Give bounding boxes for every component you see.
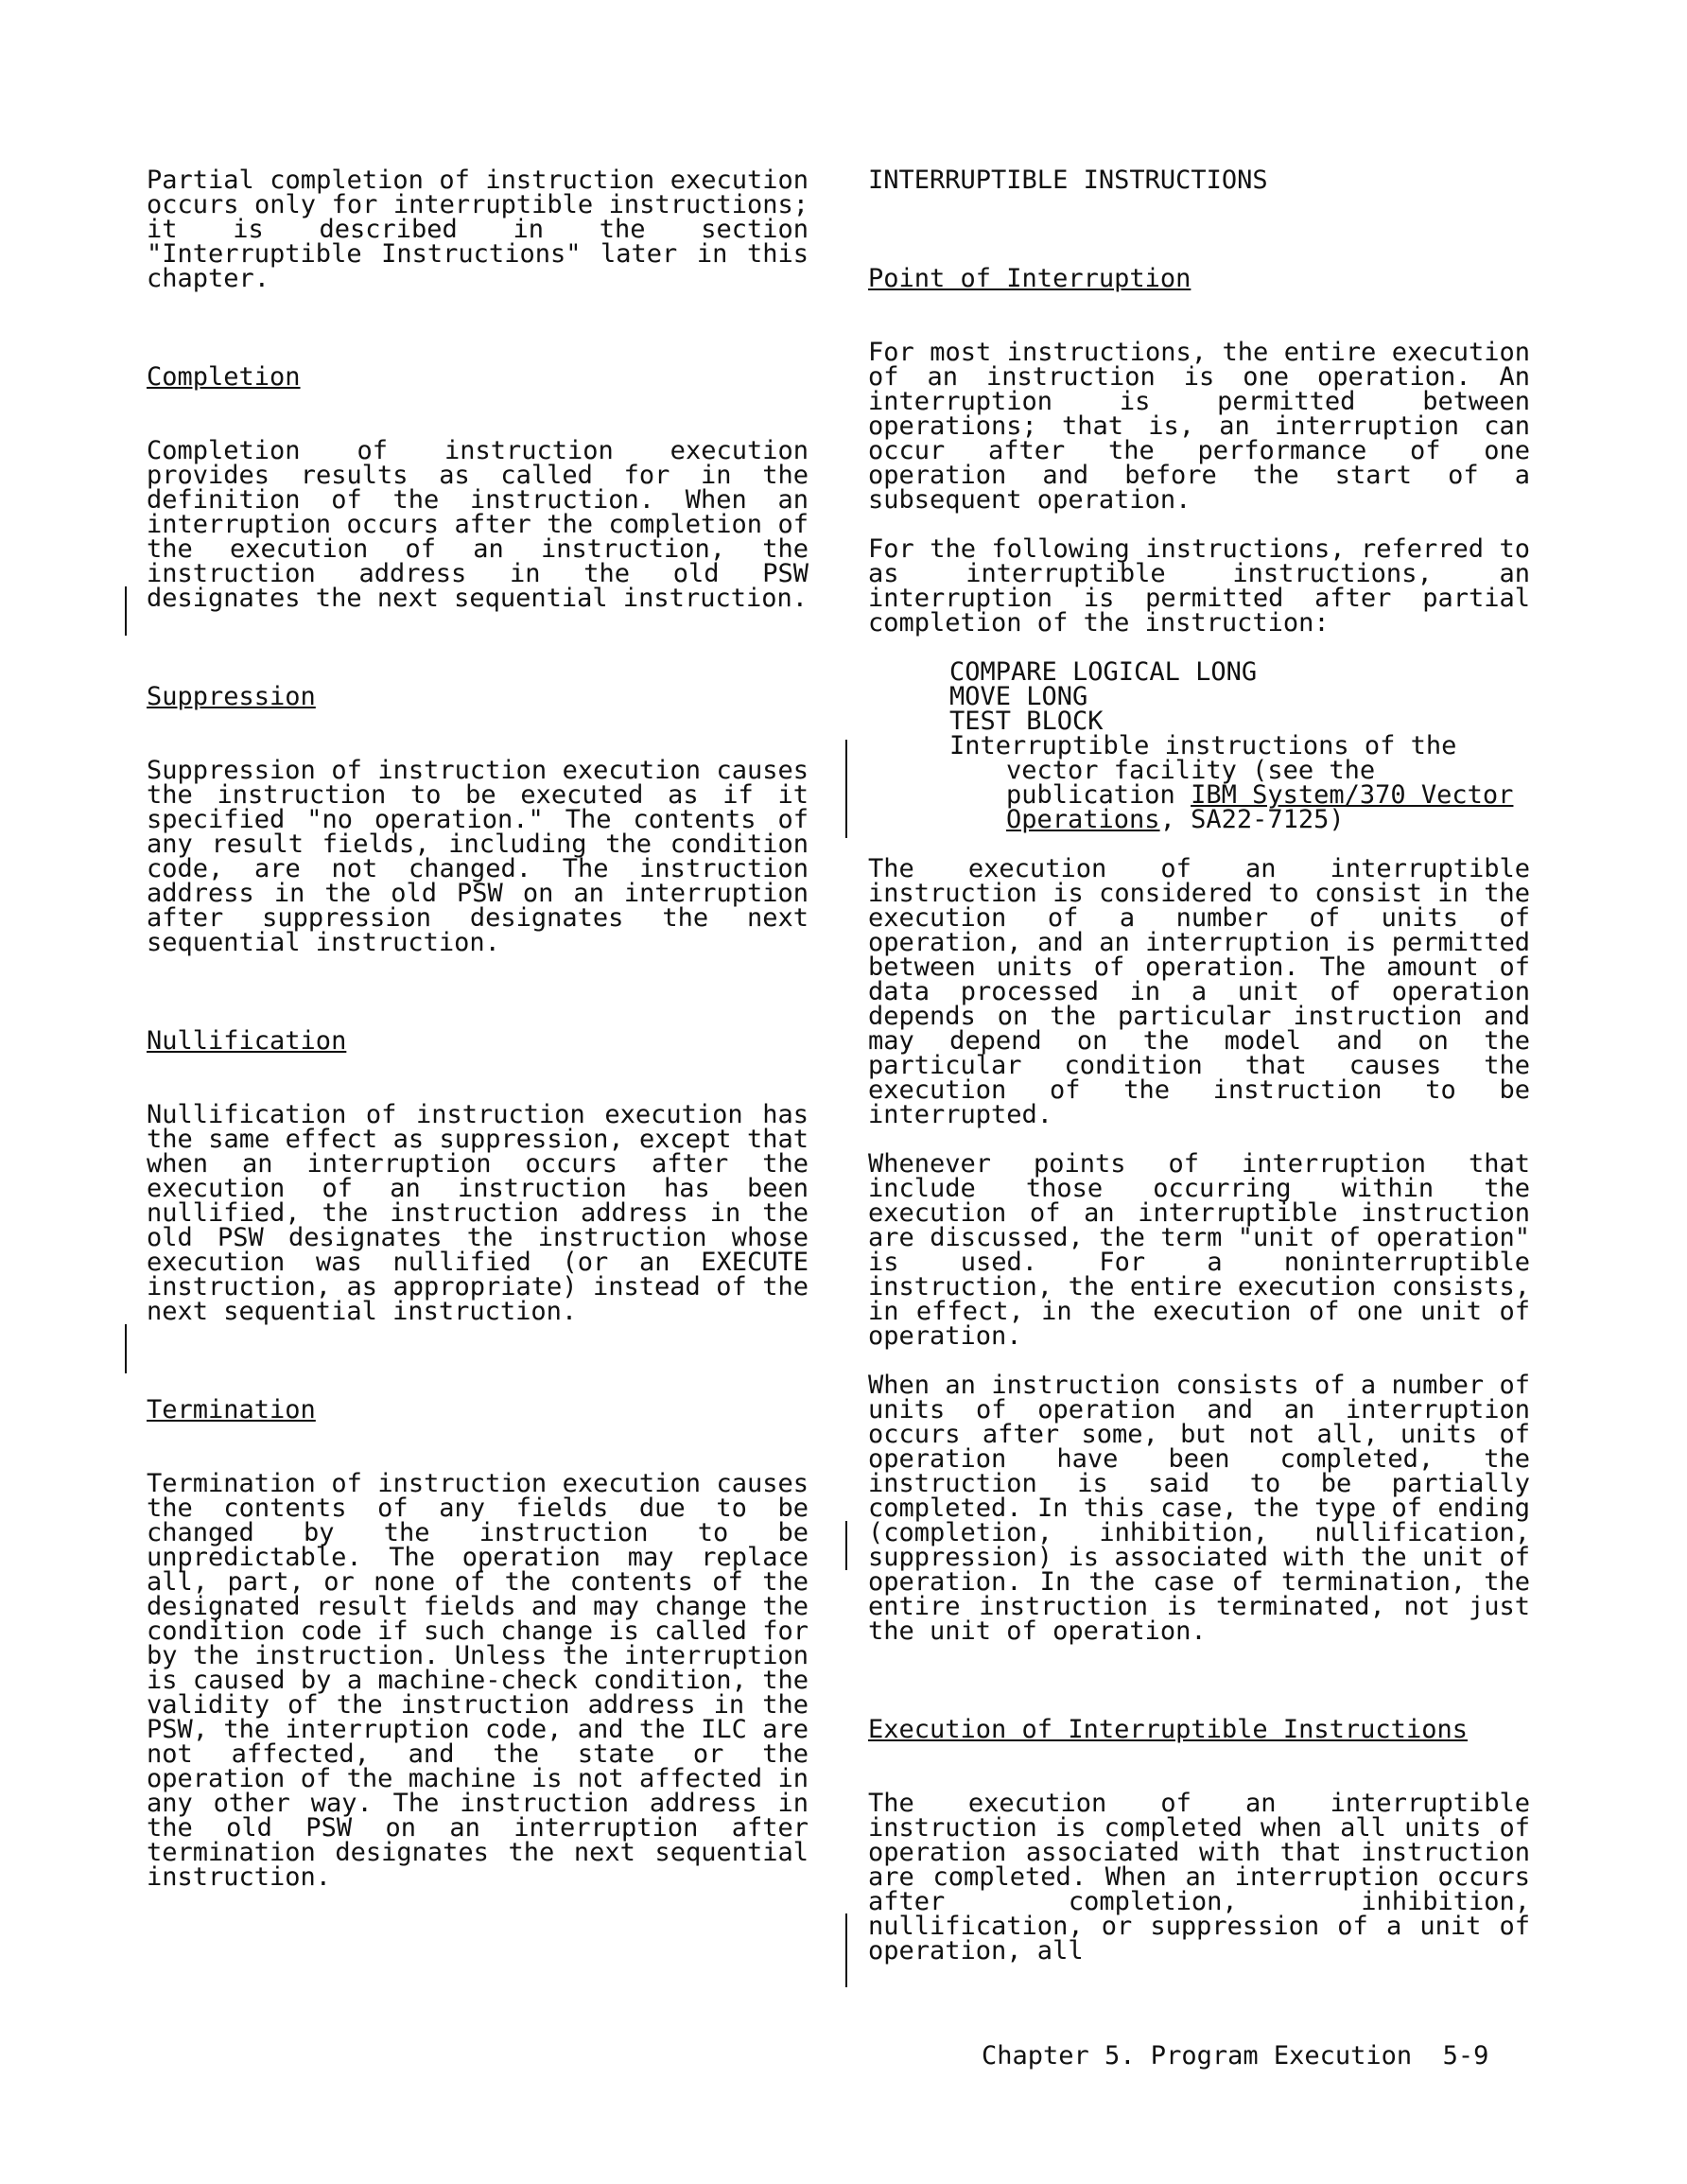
change-bar [125,1324,127,1373]
point-paragraph-2: For the following instructions, referred to as interruptible instructions, an interruption is permitted after partial completion of the instruction: [868,534,1530,638]
list-item [949,731,1530,834]
section-title: INTERRUPTIBLE INSTRUCTIONS [868,166,1268,195]
execution-heading: Execution of Interruptible Instructions [868,1715,1468,1744]
page-footer [982,2041,1489,2070]
page-number: 5-9 [1442,2041,1489,2070]
point-paragraph-1: For most instructions, the entire execution of an instruction is one operation. An interruption is permitted between operations; that is, an interruption can occur after the performance of one operation and before the start of a subsequent operation. [868,338,1530,515]
interruptible-instruction-list [949,657,1530,834]
list-item: MOVE LONG [949,682,1088,711]
termination-heading: Termination [147,1395,316,1424]
point-paragraph-3: The execution of an interruptible instruction is considered to consist in the execution of a number of units of operation, and an interruption is permitted between units of operation. The amount of data processed in a unit of operation depends on the particular instruction and may depend on the model and on the particular condition that causes the execution of the instruction to be interrupted. [868,854,1530,1129]
publication-number: , SA22-7125) [1159,805,1345,834]
point-of-interruption-heading: Point of Interruption [868,264,1191,293]
list-item: COMPARE LOGICAL LONG [949,657,1258,687]
point-paragraph-5: When an instruction consists of a number of units of operation and an interruption occurs after some, but not all, units of operation have been completed, the instruction is said to be partially completed. In this case, the type of ending (completion, inhibition, nullification, suppression) is associated with the unit of operation. In the case of termination, the entire instruction is terminated, not just the unit of operation. [868,1371,1530,1646]
intro-paragraph: Partial completion of instruction execution occurs only for interruptible instructions; it is described in the section "Interruptible Instructions" later in this chapter. [147,166,809,293]
left-column [147,168,809,1890]
nullification-heading: Nullification [147,1026,347,1056]
footer-chapter: Chapter 5. Program Execution [982,2041,1413,2070]
right-column [868,168,1530,1964]
execution-paragraph-1: The execution of an interruptible instruction is completed when all units of operation associated with that instruction are completed. When an interruption occurs after completion, inhibition, nullification, or suppression of a unit of operation, all [868,1789,1530,1966]
suppression-paragraph: Suppression of instruction execution causes the instruction to be executed as if it specified "no operation." The contents of any result fields, including the condition code, are not changed. The instruction address in the old PSW on an interruption after suppression designates the next sequential instruction. [147,756,809,957]
list-item: TEST BLOCK [949,707,1104,736]
change-bar [125,586,127,636]
change-bar [845,1913,847,1987]
completion-heading: Completion [147,362,301,392]
vector-item-text: Interruptible instructions of the vector facility (see the publication [949,731,1457,810]
publication-title: IBM System/370 Vector Operations [1006,780,1514,834]
change-bar [845,740,847,838]
point-paragraph-4: Whenever points of interruption that include those occurring within the execution of an interruptible instruction are discussed, the term "unit of operation" is used. For a noninterruptible instruction, the entire execution consists, in effect, in the execution of one unit of operation. [868,1149,1530,1351]
termination-paragraph: Termination of instruction execution causes the contents of any fields due to be changed by the instruction to be unpredictable. The operation may replace all, part, or none of the contents of the designated result fields and may change the condition code if such change is called for by the instruction. Unless the interruption is caused by a machine-check condition, the validity of the instruction address in the PSW, the interruption code, and the ILC are not affected, and the state or the operation of the machine is not affected in any other way. The instruction address in the old PSW on an interruption after termination designates the next sequential instruction. [147,1469,809,1892]
suppression-heading: Suppression [147,682,316,711]
nullification-paragraph: Nullification of instruction execution has the same effect as suppression, except that when an interruption occurs after the execution of an instruction has been nullified, the instruction address in the old PSW designates the instruction whose execution was nullified (or an EXECUTE instruction, as appropriate) instead of the next sequential instruction. [147,1100,809,1326]
change-bar [845,1521,847,1570]
completion-paragraph: Completion of instruction execution provides results as called for in the definition of the instruction. When an interruption occurs after the completion of the execution of an instruction, the instruction address in the old PSW designates the next sequential instruction. [147,436,809,613]
